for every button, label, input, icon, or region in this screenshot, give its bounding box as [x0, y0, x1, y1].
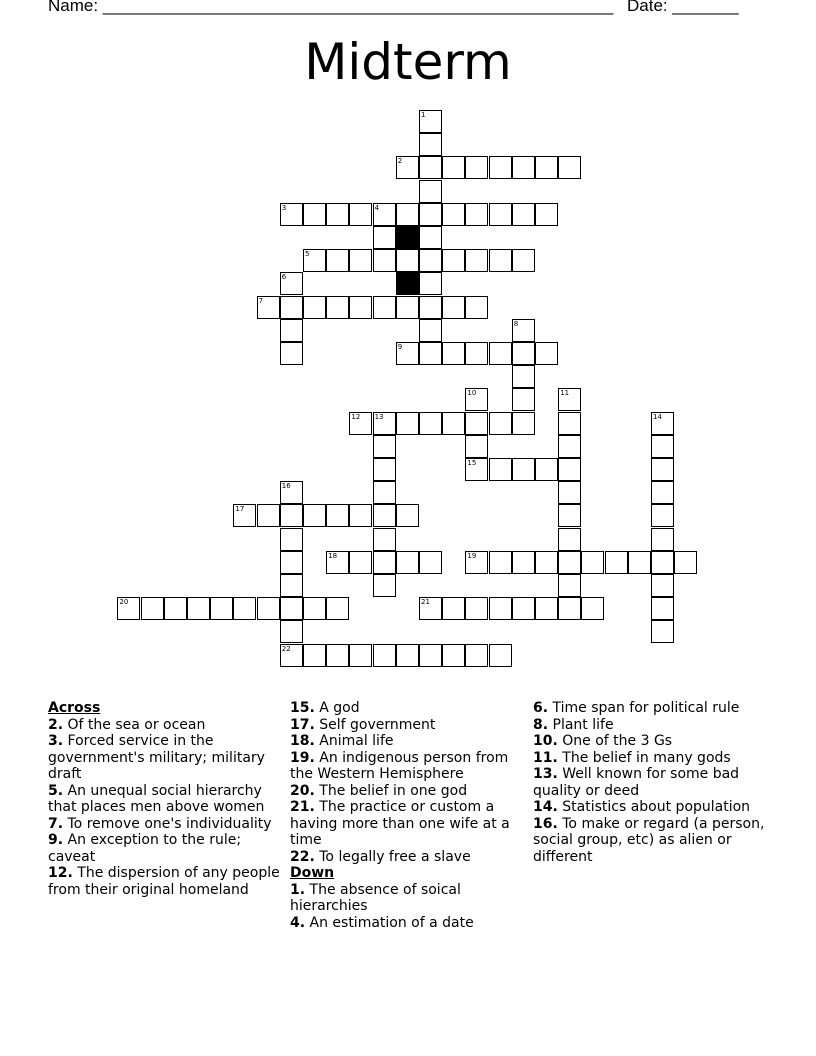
clue-text: The absence of soical hierarchies [290, 881, 461, 914]
clue-item [533, 717, 768, 734]
grid-cell[interactable] [581, 551, 604, 574]
clues-column-1 [48, 700, 280, 898]
grid-cell[interactable] [373, 551, 396, 574]
grid-cell[interactable] [419, 319, 442, 342]
across-heading: Across [48, 700, 101, 716]
grid-cell[interactable] [512, 365, 535, 388]
clue-number: 18. [290, 733, 315, 749]
grid-cell[interactable] [512, 156, 535, 179]
grid-cell[interactable] [396, 203, 419, 226]
grid-cell[interactable] [419, 296, 442, 319]
grid-cell[interactable] [280, 551, 303, 574]
grid-cell[interactable] [303, 597, 326, 620]
grid-cell[interactable] [396, 296, 419, 319]
clue-text: Forced service in the government's military; military draft [48, 733, 265, 782]
grid-cell[interactable] [558, 156, 581, 179]
grid-cell[interactable] [651, 435, 674, 458]
clue-text: Self government [314, 716, 436, 733]
grid-cell[interactable] [535, 156, 558, 179]
grid-cell[interactable] [419, 342, 442, 365]
grid-cell[interactable] [465, 412, 488, 435]
grid-cell[interactable] [349, 551, 372, 574]
clue-number-label: 13 [374, 412, 384, 421]
grid-cell[interactable] [373, 435, 396, 458]
clue-item [290, 700, 525, 717]
grid-cell[interactable] [280, 342, 303, 365]
clue-number: 14. [533, 799, 558, 815]
grid-cell[interactable] [605, 551, 628, 574]
grid-cell[interactable] [512, 342, 535, 365]
clue-number: 22. [290, 848, 315, 865]
grid-cell[interactable] [489, 203, 512, 226]
clue-number: 4. [290, 914, 306, 931]
grid-cell[interactable] [326, 249, 349, 272]
grid-cell[interactable] [280, 597, 303, 620]
grid-cell[interactable] [558, 458, 581, 481]
grid-cell[interactable] [419, 644, 442, 667]
grid-cell[interactable] [512, 551, 535, 574]
grid-cell[interactable] [651, 551, 674, 574]
clue-number-label: 2 [397, 157, 403, 166]
clues-column-3 [533, 700, 768, 865]
grid-cell[interactable] [535, 342, 558, 365]
grid-cell[interactable] [396, 249, 419, 272]
clue-number-label: 8 [513, 319, 519, 328]
grid-cell[interactable] [349, 203, 372, 226]
grid-cell[interactable] [465, 342, 488, 365]
grid-cell[interactable] [326, 644, 349, 667]
clue-item [290, 717, 525, 734]
clue-number: 12. [48, 865, 73, 881]
grid-cell[interactable] [349, 296, 372, 319]
clue-number-label: 12 [351, 412, 361, 421]
grid-cell[interactable] [141, 597, 164, 620]
clue-number: 2. [48, 716, 64, 733]
grid-cell[interactable] [280, 319, 303, 342]
clue-number: 6. [533, 700, 549, 716]
clue-number: 10. [533, 733, 558, 749]
clue-number: 3. [48, 733, 64, 749]
grid-cell[interactable] [489, 551, 512, 574]
clue-item [290, 882, 525, 915]
grid-cell[interactable] [373, 249, 396, 272]
clue-number-label: 22 [281, 644, 291, 653]
clue-number-label: 14 [653, 412, 662, 421]
clue-number-label: 11 [560, 389, 570, 398]
name-field-line[interactable]: Name: ______________________________________________________ [48, 0, 614, 15]
grid-cell[interactable] [349, 644, 372, 667]
grid-cell[interactable] [651, 620, 674, 643]
page-title: Midterm [304, 33, 512, 91]
clue-number: 20. [290, 782, 315, 799]
clue-number: 13. [533, 766, 558, 782]
grid-cell[interactable] [280, 620, 303, 643]
clue-number-label: 1 [421, 111, 426, 119]
grid-cell[interactable] [489, 644, 512, 667]
grid-cell[interactable] [651, 528, 674, 551]
grid-cell[interactable] [465, 296, 488, 319]
clue-number-label: 10 [467, 389, 477, 398]
clue-number-label: 16 [281, 482, 291, 491]
grid-cell[interactable] [396, 551, 419, 574]
clue-text: To legally free a slave [314, 848, 471, 865]
grid-cell[interactable] [489, 412, 512, 435]
clue-number-label: 9 [397, 343, 403, 351]
clue-item [48, 816, 280, 833]
clue-number: 5. [48, 782, 64, 799]
grid-cell[interactable] [465, 203, 488, 226]
clue-text: Well known for some bad quality or deed [533, 766, 740, 799]
grid-cell[interactable] [326, 597, 349, 620]
grid-cell[interactable] [442, 644, 465, 667]
grid-cell[interactable] [465, 435, 488, 458]
grid-cell[interactable] [303, 644, 326, 667]
clue-text: An unequal social hierarchy that places men above women [48, 782, 265, 815]
clue-number: 8. [533, 716, 549, 733]
grid-cell[interactable] [651, 597, 674, 620]
grid-cell[interactable] [489, 458, 512, 481]
grid-cell[interactable] [419, 412, 442, 435]
grid-cell[interactable] [396, 504, 419, 527]
grid-cell[interactable] [651, 574, 674, 597]
grid-cell[interactable] [442, 249, 465, 272]
grid-cell[interactable] [558, 597, 581, 620]
clue-text: Animal life [314, 733, 394, 749]
grid-cell[interactable] [489, 597, 512, 620]
grid-cell[interactable] [419, 180, 442, 203]
clue-text: An estimation of a date [305, 914, 474, 931]
grid-cell[interactable] [558, 481, 581, 504]
grid-cell[interactable] [512, 203, 535, 226]
clue-text: Plant life [548, 716, 614, 733]
clue-number: 7. [48, 815, 64, 832]
grid-cell[interactable] [512, 597, 535, 620]
grid-cell[interactable] [326, 504, 349, 527]
clue-number-label: 7 [258, 296, 264, 305]
clue-number-label: 21 [421, 598, 430, 607]
grid-cell[interactable] [512, 412, 535, 435]
clue-item [48, 865, 280, 898]
date-field-line[interactable]: Date: _______ [627, 0, 739, 15]
clue-text: An exception to the rule; caveat [48, 832, 242, 865]
grid-cell[interactable] [535, 551, 558, 574]
clue-number: 17. [290, 716, 315, 733]
clue-text: The belief in many gods [557, 749, 731, 766]
clue-text: To make or regard (a person, social group, etc) as alien or different [533, 815, 765, 865]
grid-cell[interactable] [535, 203, 558, 226]
clue-item [48, 783, 280, 816]
grid-cell[interactable] [419, 551, 442, 574]
grid-cell[interactable] [349, 249, 372, 272]
clue-text: Time span for political rule [548, 700, 740, 716]
grid-cell[interactable] [512, 388, 535, 411]
grid-cell[interactable] [349, 504, 372, 527]
grid-cell[interactable] [373, 226, 396, 249]
clue-text: The belief in one god [314, 782, 468, 799]
grid-cell[interactable] [419, 203, 442, 226]
grid-cell[interactable] [442, 597, 465, 620]
clue-item [290, 783, 525, 800]
clues-column-2 [290, 700, 525, 931]
grid-cell[interactable] [419, 156, 442, 179]
grid-cell[interactable] [581, 597, 604, 620]
grid-cell[interactable] [257, 597, 280, 620]
clue-number: 16. [533, 815, 558, 832]
clue-number-label: 20 [119, 598, 129, 607]
clue-number: 1. [290, 881, 306, 898]
grid-cell[interactable] [535, 597, 558, 620]
clue-text: An indigenous person from the Western Hemisphere [290, 749, 509, 782]
grid-cell[interactable] [233, 597, 256, 620]
clue-text: The dispersion of any people from their original homeland [48, 865, 280, 898]
clue-item [533, 799, 768, 816]
grid-cell[interactable] [187, 597, 210, 620]
grid-cell[interactable] [419, 249, 442, 272]
grid-cell[interactable] [628, 551, 651, 574]
grid-cell[interactable] [419, 272, 442, 295]
clue-number-label: 3 [281, 203, 287, 212]
clue-item [48, 733, 280, 783]
grid-cell[interactable] [651, 481, 674, 504]
grid-cell[interactable] [651, 458, 674, 481]
clue-number-label: 17 [235, 505, 245, 514]
grid-cell[interactable] [164, 597, 187, 620]
grid-cell[interactable] [303, 504, 326, 527]
clue-item [533, 700, 768, 717]
grid-cell[interactable] [303, 296, 326, 319]
clue-number-label: 5 [305, 250, 310, 259]
grid-cell[interactable] [326, 296, 349, 319]
grid-cell[interactable] [280, 296, 303, 319]
clue-text: The practice or custom a having more than one wife at a time [290, 799, 510, 848]
clue-number: 15. [290, 700, 315, 716]
clue-number: 11. [533, 749, 558, 766]
clue-number-label: 4 [374, 203, 380, 212]
grid-cell[interactable] [558, 551, 581, 574]
grid-cell[interactable] [489, 156, 512, 179]
clue-number-label: 18 [328, 551, 338, 560]
clue-item [290, 733, 525, 750]
grid-cell[interactable] [442, 412, 465, 435]
grid-cell[interactable] [489, 342, 512, 365]
grid-cell[interactable] [465, 597, 488, 620]
grid-cell[interactable] [396, 644, 419, 667]
grid-cell[interactable] [558, 412, 581, 435]
grid-cell[interactable] [558, 435, 581, 458]
grid-cell[interactable] [373, 504, 396, 527]
grid-cell[interactable] [442, 296, 465, 319]
grid-cell[interactable] [373, 481, 396, 504]
clue-text: Of the sea or ocean [63, 716, 206, 733]
clue-number: 21. [290, 799, 315, 815]
grid-cell[interactable] [280, 528, 303, 551]
grid-cell[interactable] [326, 203, 349, 226]
grid-cell[interactable] [373, 574, 396, 597]
grid-cell[interactable] [419, 226, 442, 249]
grid-cell[interactable] [280, 504, 303, 527]
grid-cell[interactable] [442, 203, 465, 226]
clue-text: Statistics about population [557, 799, 751, 815]
clue-item [48, 717, 280, 734]
grid-block [396, 272, 419, 295]
grid-cell[interactable] [465, 249, 488, 272]
grid-cell[interactable] [465, 156, 488, 179]
clue-item [290, 849, 525, 866]
grid-cell[interactable] [489, 249, 512, 272]
grid-cell[interactable] [396, 412, 419, 435]
clue-item [533, 733, 768, 750]
clue-item [533, 750, 768, 767]
grid-cell[interactable] [373, 458, 396, 481]
clue-item [533, 766, 768, 799]
clue-item [533, 816, 768, 866]
clue-number: 19. [290, 749, 315, 766]
grid-cell[interactable] [558, 528, 581, 551]
grid-cell[interactable] [535, 458, 558, 481]
down-heading: Down [290, 865, 335, 881]
grid-cell[interactable] [303, 203, 326, 226]
grid-cell[interactable] [512, 249, 535, 272]
grid-cell[interactable] [651, 504, 674, 527]
clue-item [48, 832, 280, 865]
clue-number-label: 15 [467, 459, 477, 467]
grid-cell[interactable] [465, 644, 488, 667]
grid-cell[interactable] [373, 644, 396, 667]
grid-cell[interactable] [419, 133, 442, 156]
clue-item [290, 750, 525, 783]
grid-cell[interactable] [373, 528, 396, 551]
clue-number: 9. [48, 832, 64, 848]
grid-cell[interactable] [558, 574, 581, 597]
grid-cell[interactable] [512, 458, 535, 481]
grid-cell[interactable] [257, 504, 280, 527]
grid-cell[interactable] [442, 342, 465, 365]
grid-block [396, 226, 419, 249]
clue-text: A god [314, 700, 360, 716]
clue-item [290, 799, 525, 849]
grid-cell[interactable] [373, 296, 396, 319]
grid-cell[interactable] [674, 551, 697, 574]
clue-text: To remove one's individuality [63, 815, 272, 832]
grid-cell[interactable] [280, 574, 303, 597]
clue-number-label: 19 [467, 551, 477, 560]
grid-cell[interactable] [210, 597, 233, 620]
clue-number-label: 6 [281, 273, 287, 282]
grid-cell[interactable] [442, 156, 465, 179]
clue-item [290, 915, 525, 932]
clue-text: One of the 3 Gs [557, 733, 673, 749]
grid-cell[interactable] [558, 504, 581, 527]
